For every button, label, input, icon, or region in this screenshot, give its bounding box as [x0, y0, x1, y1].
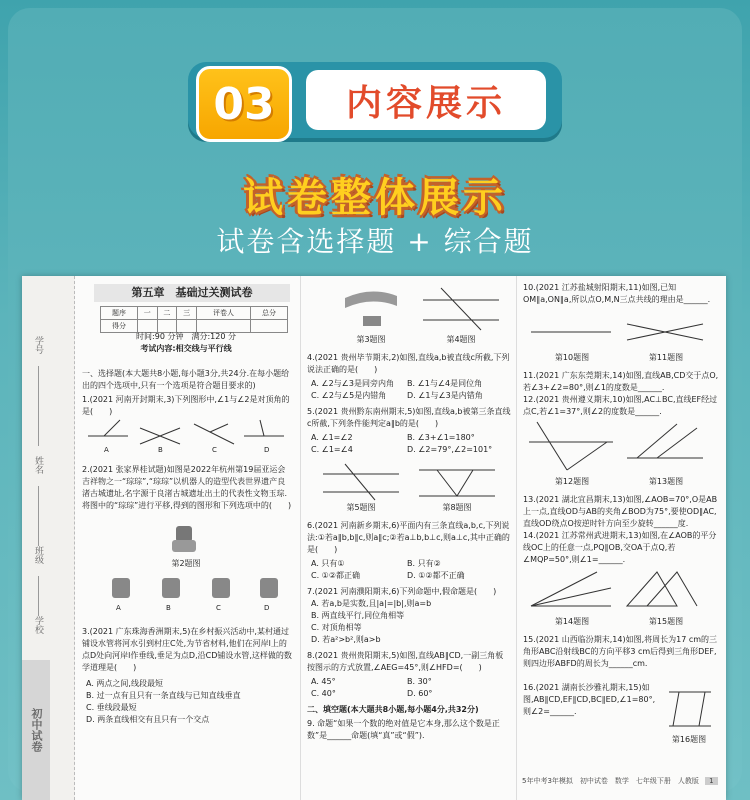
figure-caption: 第3题图	[356, 335, 386, 344]
q7-option: A. 若a,b是实数,且|a|=|b|,则a=b	[311, 599, 432, 608]
q8-options	[311, 676, 511, 700]
fig10-11-drawing	[527, 314, 707, 350]
question-14: 14.(2021 江苏常州武进期末,13)如图,在∠AOB的平分线OC上的任意一点,PQ∥OB,交OA于点Q,若∠MQP=50°,则∠1=______.	[523, 531, 717, 564]
binding-line	[38, 576, 39, 616]
question-9: 9. 命题“如果一个数的绝对值是它本身,那么这个数是正数”是______命题(填“真”或“假”).	[307, 719, 500, 740]
page-footer	[522, 776, 722, 786]
option-label: B	[166, 604, 171, 612]
q2-options	[84, 574, 290, 616]
q3-option: D. 两条直线相交有且只有一个交点	[86, 715, 210, 724]
figure-caption: 第16题图	[671, 735, 707, 744]
figure-caption: 第10题图	[554, 353, 590, 362]
section-number: 03	[196, 66, 292, 142]
figure-caption: 第14题图	[554, 617, 590, 626]
q8-option: C. 40°	[311, 689, 336, 698]
figure-caption: 第15题图	[648, 617, 684, 626]
question-2: 2.(2021 张家界桂试题)如图是2022年杭州第19届亚运会吉祥物之一“琮琮”,“琮琮”以机器人的造型代表世界遗产良渚古城遗址,名字源于良渚古城遗址出土的代表性文物玉琮.将图中的“琮琮”进行平移,得到的图形和下列选项中的( )	[82, 465, 292, 510]
exam-time: 时间:90 分钟 满分:120 分	[136, 332, 236, 341]
option-label: A	[116, 604, 121, 612]
question-12: 12.(2021 贵州遵义期末,10)如图,AC⊥BC,直线EF经过点C,若∠1=37°,则∠2的度数是______.	[523, 395, 718, 416]
section-heading: 一、选择题(本大题共8小题,每小题3分,共24分.在每小题给出的四个选项中,只有一个选项是符合题目要求的)	[82, 369, 290, 390]
q5-options	[311, 432, 511, 456]
q7-option: C. 对顶角相等	[311, 623, 362, 632]
question-10: 10.(2021 江苏盐城射阳期末,11)如图,已知OM∥a,ON∥a,所以点O,M,N三点共线的理由是______.	[523, 283, 711, 304]
question-11: 11.(2021 广东东莞期末,14)如图,直线AB,CD交于点O,若∠3+∠2=80°,则∠1的度数是______.	[523, 371, 719, 392]
question-1: 1.(2021 河南开封期末,3)下列图形中,∠1与∠2是对顶角的是( )	[82, 395, 290, 416]
score-table	[100, 306, 288, 333]
question-4: 4.(2021 贵州毕节期末,2)如图,直线a,b被直线c所截,下列说法正确的是( )	[307, 353, 510, 374]
q5-option: C. ∠1=∠4	[311, 445, 353, 454]
option-label: A	[104, 446, 109, 454]
option-label: C	[216, 604, 221, 612]
binding-label: 班级	[33, 546, 43, 564]
q1-figures	[84, 414, 290, 454]
q4-option: B. ∠1与∠4是同位角	[407, 379, 483, 388]
binding-label: 姓名	[33, 456, 43, 474]
score-cell: 三	[177, 307, 197, 320]
q3-option: A. 两点之间,线段最短	[86, 679, 163, 688]
figure-caption: 第12题图	[554, 477, 590, 486]
q7-option: D. 若a²>b²,则a>b	[311, 635, 381, 644]
figure-caption: 第8题图	[442, 503, 472, 512]
q6-option: D. ①②都不正确	[407, 571, 465, 580]
question-8: 8.(2021 贵州贵阳期末,5)如图,直线AB∥CD,一副三角板按图示的方式放置,∠AEG=45°,则∠HFD=( )	[307, 651, 504, 672]
question-6: 6.(2021 河南新乡期末,6)平面内有三条直线a,b,c,下列说法:①若a∥b,b∥c,则a∥c;②若a⊥b,b⊥c,则a⊥c,其中正确的是( )	[307, 521, 510, 554]
subheadline: 试卷含选择题 + 综合题	[216, 225, 534, 258]
figure-caption: 第11题图	[648, 353, 684, 362]
q8-option: D. 60°	[407, 689, 433, 698]
q6-option: A. 只有①	[311, 559, 345, 568]
section-title: 内容展示	[306, 70, 546, 130]
fig8-drawing	[417, 462, 497, 502]
question-7: 7.(2021 河南濮阳期末,6)下列命题中,假命题是( )	[307, 587, 497, 596]
column-1	[78, 276, 294, 800]
q5-option: B. ∠3+∠1=180°	[407, 433, 475, 442]
score-cell: 一	[137, 307, 157, 320]
option-label: D	[264, 446, 270, 454]
series-tag: 初中试卷	[22, 660, 50, 800]
question-13: 13.(2021 湖北宜昌期末,13)如图,∠AOB=70°,O是AB上一点,直线OD与AB的夹角∠BOD为75°,要使OD∥AC,直线OD绕点O按逆时针方向至少旋转______度.	[523, 495, 718, 528]
binding-line	[38, 366, 39, 446]
exam-scope: 考试内容:相交线与平行线	[140, 344, 232, 353]
option-label: C	[212, 446, 217, 454]
figure-caption: 第4题图	[446, 335, 476, 344]
binding-line	[38, 486, 39, 546]
q7-option: B. 两直线平行,同位角相等	[311, 611, 405, 620]
option-label: B	[158, 446, 163, 454]
q3-option: C. 垂线段最短	[86, 703, 137, 712]
q4-option: D. ∠1与∠3是内错角	[407, 391, 483, 400]
column-2	[300, 276, 514, 800]
chapter-title: 第五章 基础过关测试卷	[94, 284, 290, 302]
q4-option: C. ∠2与∠5是内错角	[311, 391, 387, 400]
q6-options	[311, 558, 511, 582]
q5-option: A. ∠1=∠2	[311, 433, 353, 442]
q6-option: B. 只有②	[407, 559, 441, 568]
fig4-drawing	[421, 286, 501, 332]
score-cell: 评卷人	[196, 307, 250, 320]
q4-option: A. ∠2与∠3是同旁内角	[311, 379, 394, 388]
fig16-drawing	[665, 686, 715, 732]
fig3-drawing	[341, 286, 401, 332]
fig5-drawing	[321, 462, 401, 502]
figure-caption: 第2题图	[171, 559, 201, 568]
score-cell: 总分	[251, 307, 288, 320]
score-cell: 二	[157, 307, 177, 320]
footer-text: 5年中考3年模拟 初中试卷 数学 七年级下册 人教版	[522, 777, 699, 785]
fig14-15-drawing	[527, 566, 707, 614]
column-3	[516, 276, 720, 800]
q8-option: B. 30°	[407, 677, 432, 686]
page-number: 1	[705, 777, 717, 785]
q5-option: D. ∠2=79°,∠2=101°	[407, 445, 493, 454]
question-3: 3.(2021 广东珠海香洲期末,5)在乡村振兴活动中,某村通过铺设水管将河水引到村庄C处,为节省材料,他们在河岸l上的点D处向河岸l作垂线,垂足为点D,沿CD铺设水管,这样做的数学道理是( )	[82, 627, 292, 672]
question-16: 16.(2021 湖南长沙雅礼期末,15)如图,AB∥CD,EF∥CD,BC∥ED,∠1=80°,则∠2=______.	[523, 683, 656, 716]
exam-paper	[22, 276, 726, 800]
question-5: 5.(2021 贵州黔东南州期末,5)如图,直线a,b被第三条直线c所截,下列条件能判定a∥b的是( )	[307, 407, 511, 428]
q6-option: C. ①②都正确	[311, 571, 361, 580]
option-label: D	[264, 604, 270, 612]
section-heading: 二、填空题(本大题共8小题,每小题4分,共32分)	[307, 705, 479, 714]
binding-label: 学号	[33, 336, 43, 354]
question-15: 15.(2021 山西临汾期末,14)如图,将周长为17 cm的三角形ABC沿射线BC的方向平移3 cm后得到三角形DEF,则四边形ABFD的周长为______cm.	[523, 635, 718, 668]
binding-strip	[22, 276, 75, 800]
q4-options	[311, 378, 511, 402]
figure-caption: 第5题图	[346, 503, 376, 512]
q8-option: A. 45°	[311, 677, 336, 686]
binding-label: 学校	[33, 616, 43, 634]
score-cell: 得分	[101, 320, 138, 333]
mascot-figure	[164, 520, 204, 556]
figure-caption: 第13题图	[648, 477, 684, 486]
q3-option: B. 过一点有且只有一条直线与已知直线垂直	[86, 691, 241, 700]
fig12-13-drawing	[527, 418, 707, 474]
headline: 试卷整体展示	[243, 175, 507, 221]
score-cell: 题序	[101, 307, 138, 320]
